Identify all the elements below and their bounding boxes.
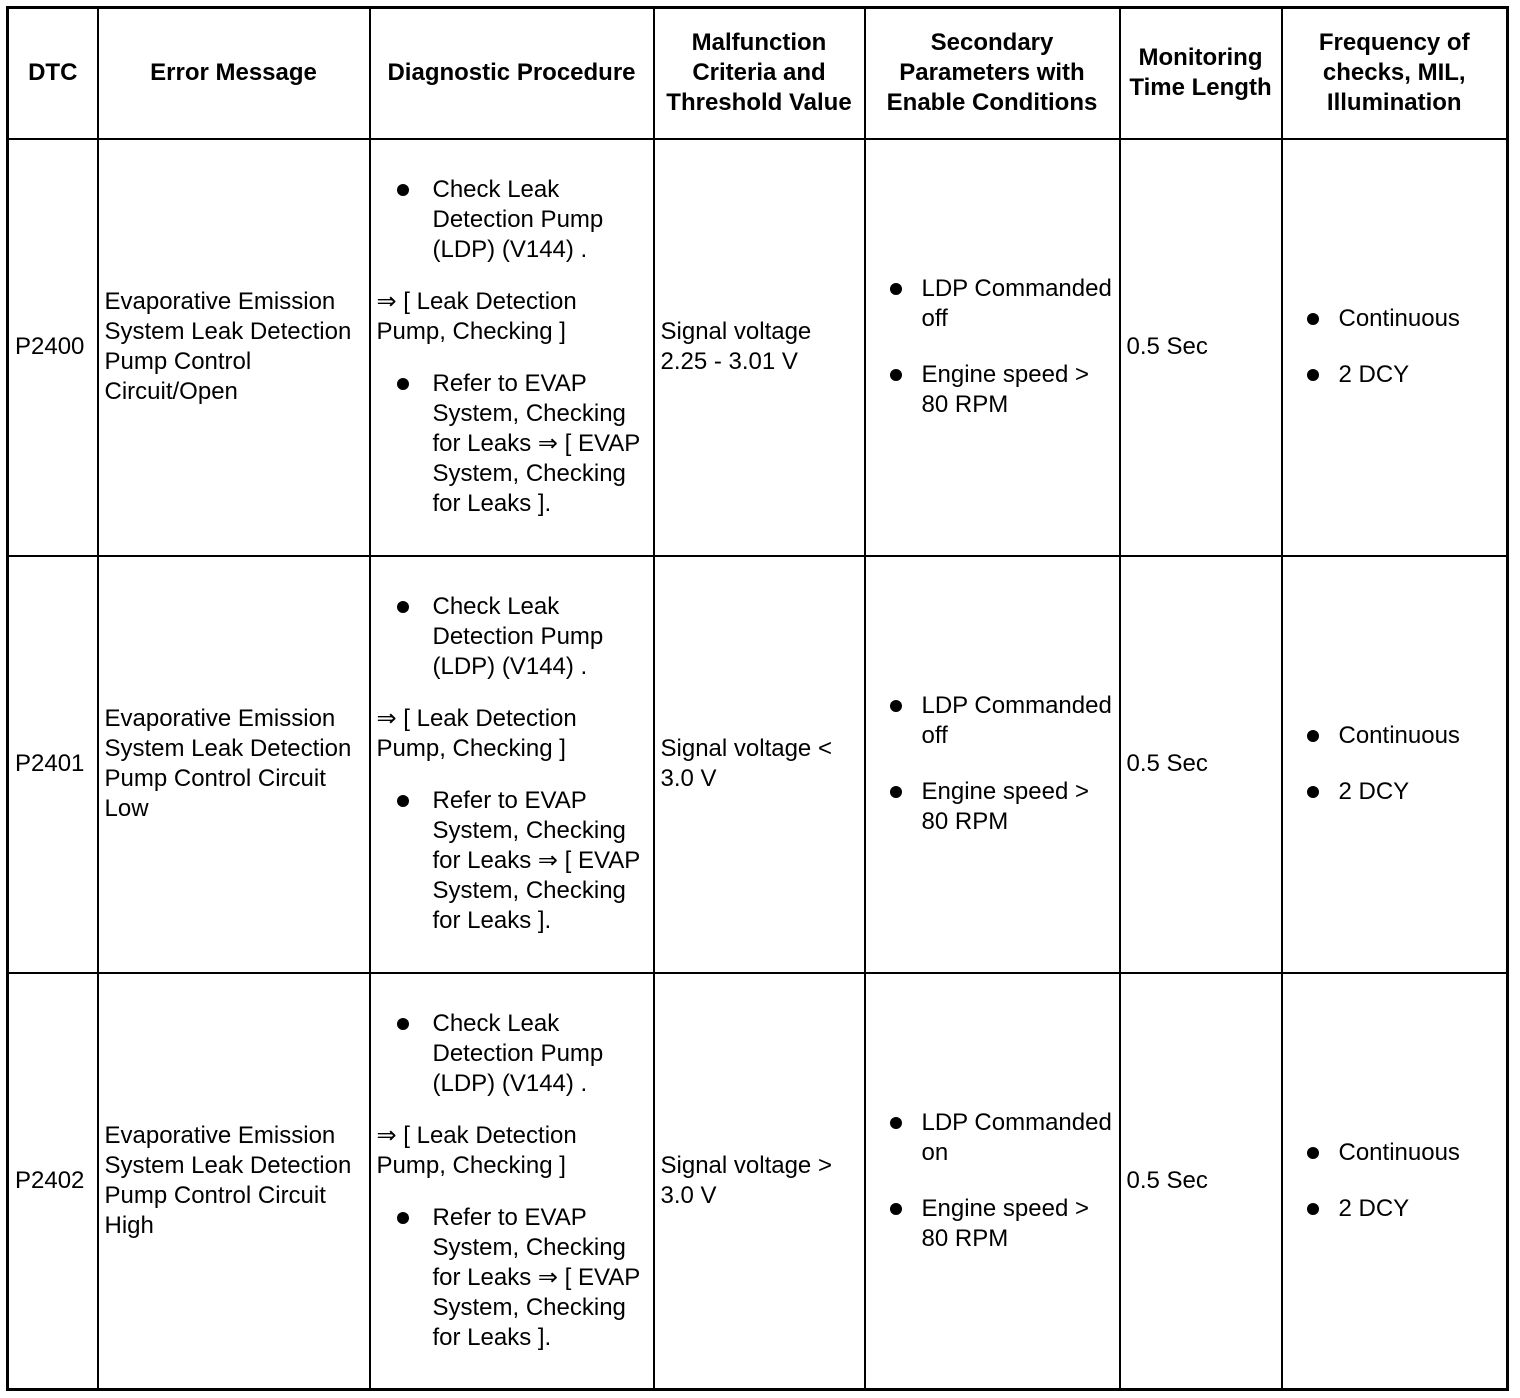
procedure-step-text: Check Leak Detection Pump (LDP) (V144) .	[432, 593, 604, 680]
monitoring-time: 0.5 Sec	[1120, 556, 1282, 973]
header-frequency: Frequency of checks, MIL, Illumination	[1282, 8, 1508, 139]
procedure-step-text: Refer to EVAP System, Checking for Leaks ⇒ [ EVAP System, Checking for Leaks ].	[432, 1203, 640, 1351]
header-row	[8, 8, 1508, 139]
header-error-message: Error Message	[98, 8, 370, 139]
bullet-icon	[890, 1117, 902, 1129]
table-row	[8, 556, 1508, 973]
dtc-table	[6, 6, 1509, 1391]
frequency-item	[1289, 1138, 1503, 1168]
secondary-parameters	[865, 556, 1120, 973]
bullet-icon	[890, 700, 902, 712]
frequency-item	[1289, 721, 1503, 751]
error-message: Evaporative Emission System Leak Detection Pump Control Circuit/Open	[98, 139, 370, 556]
malfunction-criteria: Signal voltage 2.25 - 3.01 V	[654, 139, 865, 556]
secondary-parameters	[865, 139, 1120, 556]
procedure-step	[377, 592, 649, 682]
secondary-item	[872, 1194, 1115, 1254]
secondary-item-text: LDP Commanded off	[921, 692, 1112, 749]
bullet-icon	[890, 786, 902, 798]
frequency-item-text: Continuous	[1338, 1138, 1460, 1166]
dtc-code: P2402	[8, 973, 98, 1390]
bullet-icon	[890, 283, 902, 295]
frequency-item-text: Continuous	[1338, 305, 1460, 332]
procedure-step	[377, 1203, 649, 1353]
frequency-item-text: 2 DCY	[1338, 778, 1410, 805]
bullet-icon	[397, 378, 409, 390]
bullet-icon	[397, 601, 409, 613]
procedure-step-text: Refer to EVAP System, Checking for Leaks ⇒ [ EVAP System, Checking for Leaks ].	[432, 370, 640, 517]
secondary-item	[872, 691, 1115, 751]
malfunction-criteria: Signal voltage > 3.0 V	[654, 973, 865, 1390]
frequency-item	[1289, 360, 1503, 390]
secondary-item-text: LDP Commanded off	[921, 275, 1112, 332]
bullet-icon	[1307, 1147, 1319, 1159]
bullet-icon	[1307, 1203, 1319, 1215]
frequency	[1282, 139, 1508, 556]
bullet-icon	[397, 184, 409, 196]
procedure-step	[377, 1009, 649, 1099]
frequency-item-text: 2 DCY	[1338, 1194, 1410, 1222]
malfunction-criteria: Signal voltage < 3.0 V	[654, 556, 865, 973]
diagnostic-procedure	[370, 973, 654, 1390]
procedure-step	[377, 786, 649, 936]
dtc-code: P2401	[8, 556, 98, 973]
secondary-item-text: LDP Commanded on	[921, 1108, 1112, 1166]
bullet-icon	[1307, 730, 1319, 742]
frequency-item	[1289, 1194, 1503, 1224]
frequency-item-text: Continuous	[1338, 722, 1460, 749]
secondary-item	[872, 1108, 1115, 1168]
dtc-code: P2400	[8, 139, 98, 556]
procedure-step	[377, 175, 649, 265]
procedure-step	[377, 369, 649, 519]
procedure-step-text: Check Leak Detection Pump (LDP) (V144) .	[432, 176, 604, 263]
frequency-item	[1289, 777, 1503, 807]
secondary-item-text: Engine speed > 80 RPM	[921, 1194, 1089, 1252]
header-malfunction-criteria: Malfunction Criteria and Threshold Value	[654, 8, 865, 139]
bullet-icon	[1307, 313, 1319, 325]
secondary-item-text: Engine speed > 80 RPM	[921, 778, 1089, 835]
bullet-icon	[1307, 786, 1319, 798]
procedure-link[interactable]: ⇒ [ Leak Detection Pump, Checking ]	[376, 705, 577, 762]
procedure-step-text: Refer to EVAP System, Checking for Leaks ⇒ [ EVAP System, Checking for Leaks ].	[432, 787, 640, 934]
header-monitoring-time: Monitoring Time Length	[1120, 8, 1282, 139]
table-row	[8, 973, 1508, 1390]
diagnostic-procedure	[370, 139, 654, 556]
error-message: Evaporative Emission System Leak Detection Pump Control Circuit Low	[98, 556, 370, 973]
secondary-item	[872, 777, 1115, 837]
secondary-item	[872, 360, 1115, 420]
frequency-item-text: 2 DCY	[1338, 361, 1410, 388]
secondary-item-text: Engine speed > 80 RPM	[921, 361, 1089, 418]
header-diagnostic-procedure: Diagnostic Procedure	[370, 8, 654, 139]
frequency	[1282, 556, 1508, 973]
bullet-icon	[397, 1212, 409, 1224]
secondary-item	[872, 274, 1115, 334]
diagnostic-procedure	[370, 556, 654, 973]
monitoring-time: 0.5 Sec	[1120, 139, 1282, 556]
procedure-link[interactable]: ⇒ [ Leak Detection Pump, Checking ]	[376, 1121, 577, 1179]
error-message: Evaporative Emission System Leak Detection Pump Control Circuit High	[98, 973, 370, 1390]
bullet-icon	[890, 1203, 902, 1215]
header-secondary-parameters: Secondary Parameters with Enable Conditions	[865, 8, 1120, 139]
frequency-item	[1289, 304, 1503, 334]
frequency	[1282, 973, 1508, 1390]
bullet-icon	[890, 369, 902, 381]
table-row	[8, 139, 1508, 556]
procedure-step-text: Check Leak Detection Pump (LDP) (V144) .	[432, 1009, 604, 1097]
secondary-parameters	[865, 973, 1120, 1390]
procedure-link[interactable]: ⇒ [ Leak Detection Pump, Checking ]	[376, 288, 577, 345]
monitoring-time: 0.5 Sec	[1120, 973, 1282, 1390]
bullet-icon	[397, 1018, 409, 1030]
header-dtc: DTC	[8, 8, 98, 139]
bullet-icon	[397, 795, 409, 807]
bullet-icon	[1307, 369, 1319, 381]
